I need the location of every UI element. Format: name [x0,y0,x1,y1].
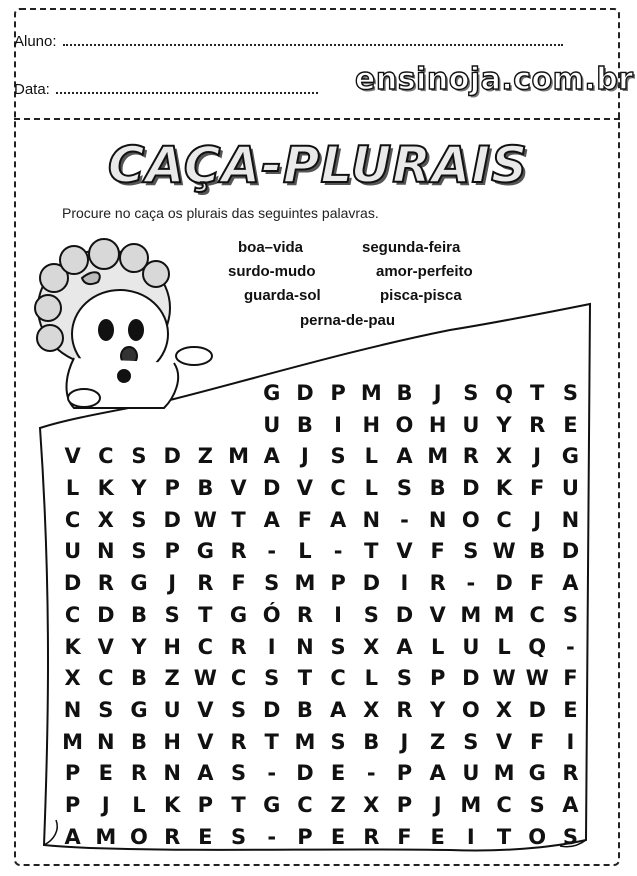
grid-cell[interactable]: O [461,697,480,722]
data-label: Data: [14,81,50,98]
grid-cell[interactable]: D [462,666,480,691]
grid-row [56,663,588,695]
grid-cell[interactable]: H [163,634,181,659]
grid-cell[interactable]: M [360,381,382,405]
grid-cell[interactable]: J [400,729,409,754]
grid-cell[interactable]: F [397,824,412,849]
grid-cell[interactable]: R [230,634,247,659]
grid-cell[interactable]: W [193,666,217,691]
grid-cell[interactable]: D [163,444,181,469]
grid-cell[interactable]: U [462,761,480,786]
grid-cell[interactable]: T [530,381,545,405]
grid-row [56,822,588,854]
grid-cell[interactable]: A [329,507,347,532]
grid-cell[interactable]: B [296,412,313,437]
grid-cell[interactable]: O [130,824,148,849]
word-item: perna-de-pau [300,312,396,329]
grid-cell[interactable]: M [460,602,482,627]
grid-cell[interactable]: D [263,476,281,501]
grid-cell[interactable]: F [563,666,578,691]
grid-cell[interactable]: O [395,412,414,437]
grid-cell[interactable]: - [267,539,277,564]
grid-cell[interactable]: M [228,444,249,469]
grid-row [56,695,588,727]
aluno-field [14,32,563,50]
grid-cell[interactable] [122,410,155,442]
grid-cell[interactable]: P [164,539,180,564]
grid-cell[interactable]: D [63,571,82,596]
grid-cell[interactable]: D [362,571,380,596]
grid-cell[interactable]: D [97,602,115,627]
aluno-label: Aluno: [14,33,57,50]
grid-cell[interactable]: S [562,602,578,627]
grid-cell[interactable]: A [562,571,579,596]
grid-cell[interactable]: B [197,476,214,501]
grid-row [56,441,588,473]
grid-cell[interactable]: D [296,381,314,405]
grid-cell[interactable]: L [298,539,312,564]
grid-cell[interactable]: H [362,412,381,437]
grid-cell[interactable]: N [362,507,381,532]
grid-cell[interactable]: J [300,444,309,469]
grid-cell[interactable]: G [196,539,214,564]
grid-cell[interactable]: C [330,666,346,691]
data-line[interactable] [56,80,318,94]
grid-cell[interactable]: N [63,697,82,722]
grid-cell[interactable]: C [98,444,114,469]
grid-cell[interactable]: N [96,729,115,754]
grid-cell[interactable]: B [296,697,313,722]
grid-cell[interactable]: T [231,507,246,532]
grid-cell[interactable]: C [330,476,346,501]
grid-cell[interactable]: - [466,571,476,596]
grid-cell[interactable] [89,378,122,410]
grid-cell[interactable]: S [463,539,479,564]
grid-cell[interactable]: X [363,697,380,722]
grid-cell[interactable]: M [294,571,316,596]
grid-cell[interactable]: Y [131,476,147,501]
grid-cell[interactable]: S [230,824,247,849]
grid-row [56,505,588,537]
grid-cell[interactable]: D [263,697,281,722]
grid-cell[interactable]: E [330,761,346,786]
grid-cell[interactable]: D [296,761,314,786]
grid-cell[interactable]: M [460,792,482,817]
grid-cell[interactable]: S [264,666,280,691]
grid-cell[interactable]: S [330,634,346,659]
grid-cell[interactable]: F [430,539,445,564]
grid-cell[interactable]: Y [496,412,512,437]
grid-cell[interactable]: J [433,381,442,405]
grid-cell[interactable]: R [130,761,148,786]
site-logo: ensinoja.com.br [355,62,634,97]
grid-cell[interactable]: G [263,792,281,817]
grid-cell[interactable]: I [267,634,276,659]
grid-cell[interactable]: G [130,697,148,722]
grid-cell[interactable] [189,378,222,410]
grid-cell[interactable]: T [496,824,512,849]
grid-cell[interactable]: V [197,729,214,754]
page-title: CAÇA-PLURAIS [107,136,529,194]
grid-cell[interactable]: G [229,602,248,627]
grid-cell[interactable]: S [330,729,346,754]
grid-cell[interactable]: N [296,634,314,659]
grid-cell[interactable]: T [264,729,279,754]
grid-cell[interactable]: O [461,507,480,532]
grid-cell[interactable]: A [562,792,579,817]
grid-cell[interactable]: L [65,476,80,501]
grid-cell[interactable]: V [396,539,413,564]
grid-cell[interactable] [156,410,189,442]
grid-row [56,790,588,822]
grid-cell[interactable]: E [98,761,113,786]
grid-cell[interactable]: S [230,761,247,786]
grid-cell[interactable]: X [495,697,513,722]
grid-cell[interactable]: E [330,824,346,849]
grid-cell[interactable]: C [197,634,214,659]
word-item: segunda-feira [362,239,461,256]
grid-cell[interactable]: F [231,571,246,596]
grid-cell[interactable]: J [433,792,442,817]
grid-cell[interactable]: G [130,571,148,596]
grid-cell[interactable]: K [97,476,114,501]
grid-cell[interactable]: - [333,539,343,564]
grid-cell[interactable]: U [64,539,82,564]
grid-cell[interactable]: D [163,507,181,532]
grid-cell[interactable]: P [396,761,413,786]
grid-cell[interactable]: S [131,507,147,532]
instruction-text: Procure no caça os plurais das seguintes palavras. [62,205,379,221]
grid-cell[interactable]: G [528,761,546,786]
grid-cell[interactable] [56,410,89,442]
grid-cell[interactable]: P [197,792,214,817]
grid-cell[interactable]: L [364,476,378,501]
grid-cell[interactable]: S [330,444,346,469]
grid-cell[interactable]: S [463,729,479,754]
grid-cell[interactable]: W [492,666,516,691]
grid-cell[interactable]: C [529,602,545,627]
grid-cell[interactable]: E [563,412,578,437]
grid-cell[interactable]: I [566,729,575,754]
grid-cell[interactable]: R [396,697,413,722]
grid-cell[interactable]: F [530,729,545,754]
aluno-line[interactable] [63,32,563,46]
grid-cell[interactable]: F [530,571,545,596]
grid-cell[interactable]: J [101,792,110,817]
grid-cell[interactable]: N [561,507,580,532]
grid-cell[interactable]: R [363,824,380,849]
grid-cell[interactable]: X [363,792,380,817]
grid-cell[interactable]: M [427,444,449,469]
grid-cell[interactable]: K [495,476,513,501]
grid-row [56,632,588,664]
grid-cell[interactable]: N [428,507,447,532]
grid-cell[interactable]: B [396,381,413,405]
grid-cell[interactable]: V [429,602,446,627]
grid-cell[interactable]: S [131,444,147,469]
grid-cell[interactable]: L [364,666,378,691]
grid-cell[interactable]: I [334,602,342,627]
grid-cell[interactable]: I [400,571,409,596]
grid-cell[interactable]: - [566,634,575,659]
grid-cell[interactable]: V [197,697,214,722]
grid-cell[interactable]: S [98,697,114,722]
grid-cell[interactable]: P [330,571,346,596]
grid-cell[interactable]: S [529,792,545,817]
grid-cell[interactable]: S [396,476,413,501]
grid-cell[interactable]: J [168,571,177,596]
grid-cell[interactable]: S [164,602,180,627]
grid-cell[interactable]: I [334,412,342,437]
grid-cell[interactable]: T [297,666,313,691]
grid-cell[interactable]: K [164,792,181,817]
grid-cell[interactable]: R [230,539,247,564]
grid-cell[interactable]: G [263,381,281,405]
grid-cell[interactable]: C [230,666,247,691]
grid-cell[interactable]: Y [430,697,446,722]
grid-cell[interactable]: C [64,602,81,627]
grid-cell[interactable]: - [400,507,409,532]
grid-cell[interactable]: U [462,412,480,437]
grid-cell[interactable]: F [297,507,313,532]
grid-cell[interactable] [222,378,255,410]
grid-cell[interactable]: X [363,634,380,659]
grid-cell[interactable]: V [495,729,513,754]
grid-cell[interactable]: A [64,824,81,849]
grid-cell[interactable]: E [198,824,213,849]
grid-cell[interactable]: D [528,697,546,722]
grid-cell[interactable]: X [64,666,81,691]
grid-cell[interactable]: M [294,729,316,754]
grid-cell[interactable]: Z [197,444,213,469]
grid-cell[interactable]: V [296,476,314,501]
grid-cell[interactable]: E [430,824,445,849]
grid-cell[interactable]: L [364,444,378,469]
word-item: guarda-sol [244,287,321,304]
grid-cell[interactable]: C [496,792,512,817]
grid-cell[interactable]: B [130,602,147,627]
grid-cell[interactable]: R [462,444,479,469]
grid-cell[interactable]: Z [430,729,446,754]
grid-cell[interactable]: U [462,634,480,659]
grid-cell[interactable]: R [296,602,313,627]
grid-cell[interactable]: V [64,444,81,469]
word-item: pisca-pisca [380,287,462,304]
grid-cell[interactable]: B [429,476,446,501]
grid-cell[interactable]: A [263,507,280,532]
grid-row [56,473,588,505]
grid-cell[interactable]: V [97,634,114,659]
grid-cell[interactable]: C [496,507,512,532]
grid-cell[interactable] [89,410,122,442]
grid-cell[interactable]: M [95,824,117,849]
grid-cell[interactable] [189,410,222,442]
grid-cell[interactable]: Ó [262,602,281,627]
grid-cell[interactable]: D [462,476,480,501]
grid-cell[interactable]: P [297,824,313,849]
grid-cell[interactable]: U [263,412,281,437]
grid-cell[interactable]: S [463,381,479,405]
grid-cell[interactable]: L [497,634,511,659]
grid-cell[interactable]: S [131,539,147,564]
grid-cell[interactable]: M [493,761,515,786]
grid-cell[interactable]: X [97,507,114,532]
grid-cell[interactable]: W [525,666,549,691]
grid-cell[interactable]: U [163,697,181,722]
grid-cell[interactable]: C [98,666,114,691]
grid-cell[interactable]: - [366,761,376,786]
grid-cell[interactable] [222,410,255,442]
grid-cell[interactable]: R [429,571,446,596]
grid-cell[interactable]: X [495,444,513,469]
grid-cell[interactable]: H [163,729,181,754]
grid-cell[interactable]: B [130,729,147,754]
grid-row [56,536,588,568]
grid-cell[interactable]: R [562,761,579,786]
grid-cell[interactable]: J [533,507,542,532]
grid-cell[interactable]: R [529,412,546,437]
grid-cell[interactable] [122,378,155,410]
word-item: amor-perfeito [376,263,473,280]
grid-cell[interactable]: D [495,571,513,596]
grid-cell[interactable]: S [230,697,247,722]
grid-row [56,378,588,410]
grid-row [56,727,588,759]
data-field [14,80,318,98]
word-item: boa–vida [238,239,304,256]
grid-row [56,600,588,632]
grid-cell[interactable]: T [231,792,246,817]
grid-cell[interactable]: R [230,729,247,754]
grid-cell[interactable]: S [264,571,280,596]
grid-cell[interactable]: Q [528,634,547,659]
grid-cell[interactable]: E [563,697,578,722]
grid-cell[interactable]: A [396,444,413,469]
grid-cell[interactable]: A [197,761,214,786]
grid-cell[interactable]: S [363,602,379,627]
grid-cell[interactable]: - [267,824,277,849]
grid-cell[interactable]: Q [495,381,513,405]
grid-cell[interactable]: K [64,634,81,659]
grid-cell[interactable]: A [396,634,413,659]
grid-cell[interactable]: M [62,729,84,754]
grid-cell[interactable]: P [64,761,81,786]
grid-cell[interactable]: C [297,792,313,817]
grid-row [56,758,588,790]
grid-cell[interactable]: R [97,571,114,596]
grid-cell[interactable]: V [230,476,247,501]
grid-cell[interactable]: I [466,824,475,849]
grid-cell[interactable]: P [330,381,346,405]
grid-cell[interactable]: A [263,444,280,469]
grid-cell[interactable]: T [364,539,379,564]
grid-cell[interactable]: L [132,792,146,817]
grid-cell[interactable] [156,378,189,410]
grid-cell[interactable]: Z [330,792,346,817]
grid-row [56,568,588,600]
grid-cell[interactable]: F [530,476,545,501]
grid-cell[interactable]: B [363,729,380,754]
grid-cell[interactable]: R [164,824,181,849]
grid-cell[interactable]: H [428,412,447,437]
grid-cell[interactable]: S [396,666,413,691]
grid-cell[interactable]: D [395,602,414,627]
grid-cell[interactable]: Z [164,666,180,691]
grid-cell[interactable]: M [493,602,515,627]
grid-cell[interactable]: - [267,761,277,786]
grid-cell[interactable]: R [197,571,214,596]
grid-cell[interactable]: D [561,539,580,564]
grid-cell[interactable]: U [561,476,579,501]
word-search-grid [56,378,588,853]
grid-cell[interactable]: P [64,792,81,817]
word-item: surdo-mudo [228,263,316,280]
grid-row [56,410,588,442]
grid-cell[interactable]: P [429,666,446,691]
grid-cell[interactable]: T [198,602,213,627]
grid-cell[interactable]: N [96,539,115,564]
grid-cell[interactable]: S [562,381,578,405]
grid-cell[interactable]: P [396,792,413,817]
grid-cell[interactable]: A [329,697,347,722]
grid-cell[interactable]: A [429,761,446,786]
grid-cell[interactable]: C [64,507,81,532]
grid-cell[interactable]: L [430,634,445,659]
grid-cell[interactable]: P [164,476,180,501]
grid-cell[interactable]: B [529,539,546,564]
grid-cell[interactable]: J [533,444,542,469]
grid-cell[interactable]: W [492,539,516,564]
grid-cell[interactable]: W [193,507,217,532]
grid-cell[interactable] [56,378,89,410]
grid-cell[interactable]: N [163,761,181,786]
grid-cell[interactable]: S [562,824,578,849]
grid-cell[interactable]: B [130,666,147,691]
grid-cell[interactable]: O [528,824,547,849]
grid-cell[interactable]: G [561,444,580,469]
grid-cell[interactable]: Y [131,634,147,659]
